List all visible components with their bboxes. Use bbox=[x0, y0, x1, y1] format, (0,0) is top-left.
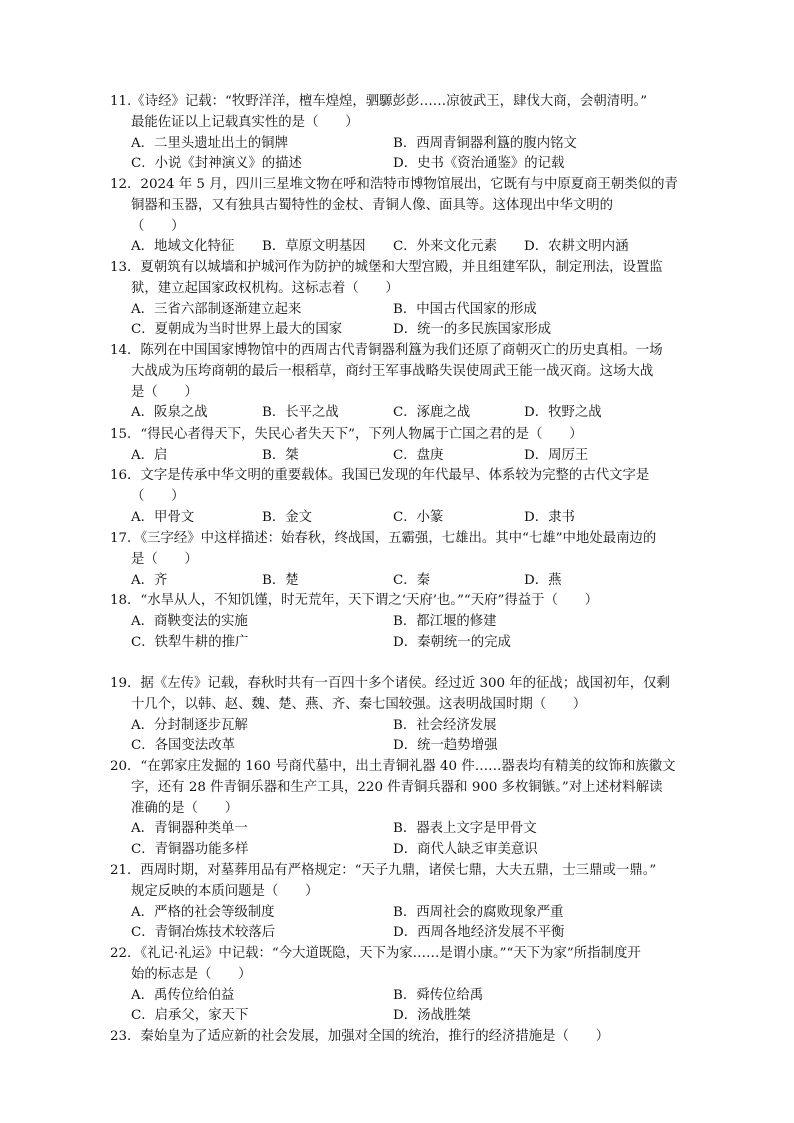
option-b: B．西周社会的腐败现象严重 bbox=[393, 904, 564, 920]
option-d: D．统一趋势增强 bbox=[393, 738, 498, 754]
option-d: D．秦朝统一的完成 bbox=[393, 634, 511, 650]
options-row bbox=[110, 1006, 700, 1027]
question-text: 20．“在郭家庄发掘的 160 号商代墓中，出土青铜礼器 40 件……器表均有精美的纹饰和族徽文 bbox=[110, 759, 676, 774]
question-text: 12．2024 年 5 月，四川三星堆文物在呼和浩特市博物馆展出，它既有与中原夏商王朝类似的青 bbox=[110, 177, 678, 192]
question-15 bbox=[110, 425, 700, 467]
options-row bbox=[110, 446, 700, 467]
option-c: C．夏朝成为当时世界上最大的国家 bbox=[131, 322, 343, 338]
option-c: C．盘庚 bbox=[393, 447, 444, 463]
option-b: B．社会经济发展 bbox=[393, 717, 497, 733]
question-text: 十几个，以韩、赵、魏、楚、燕、齐、秦七国较强。这表明战国时期（ ） bbox=[131, 696, 587, 712]
option-a: A．启 bbox=[131, 447, 168, 463]
option-a: A．商鞅变法的实施 bbox=[131, 613, 248, 629]
question-text: 14．陈列在中国国家博物馆中的西周古代青铜器利簋为我们还原了商朝灭亡的历史真相。一场 bbox=[110, 343, 663, 358]
option-d: D．统一的多民族国家形成 bbox=[393, 322, 552, 338]
question-17 bbox=[110, 529, 700, 591]
question-23 bbox=[110, 1027, 700, 1048]
question-text: 是（ ） bbox=[131, 551, 198, 567]
option-a: A．二里头遗址出土的铜牌 bbox=[131, 135, 288, 151]
question-text: 15．“得民心者得天下，失民心者失天下”，下列人物属于亡国之君的是（ ） bbox=[110, 427, 583, 442]
option-c: C．小篆 bbox=[393, 509, 444, 525]
question-text: 19．据《左传》记载，春秋时共有一百四十多个诸侯。经过近 300 年的征战；战国初年，仅剩 bbox=[110, 676, 670, 691]
option-a: A．严格的社会等级制度 bbox=[131, 904, 275, 920]
option-a: A．青铜器种类单一 bbox=[131, 821, 248, 837]
question-21 bbox=[110, 861, 700, 944]
options-row bbox=[110, 571, 700, 592]
question-text: 17．《三字经》中这样描述：始春秋，终战国，五霸强，七雄出。其中“七雄”中地处最南边的 bbox=[110, 531, 657, 546]
option-d: D．农耕文明内涵 bbox=[524, 239, 629, 255]
option-a: A．阪泉之战 bbox=[131, 405, 208, 421]
options-row bbox=[110, 154, 700, 175]
option-c: C．铁犁牛耕的推广 bbox=[131, 634, 249, 650]
question-text: （ ） bbox=[131, 218, 185, 234]
question-text: 22．《礼记·礼运》中记载：“今大道既隐，天下为家……是谓小康。”“天下为家”所指制度开 bbox=[110, 946, 641, 961]
option-b: B．舜传位给禹 bbox=[393, 987, 484, 1003]
option-b: B．中国古代国家的形成 bbox=[393, 301, 537, 317]
option-d: D．隶书 bbox=[524, 509, 575, 525]
options-row bbox=[110, 819, 700, 840]
options-row bbox=[110, 237, 700, 258]
question-22 bbox=[110, 944, 700, 1027]
option-c: C．各国变法改革 bbox=[131, 738, 235, 754]
question-text: 最能佐证以上记载真实性的是（ ） bbox=[131, 114, 359, 130]
option-d: D．周厉王 bbox=[524, 447, 589, 463]
question-text: 23．秦始皇为了适应新的社会发展，加强对全国的统治，推行的经济措施是（ ） bbox=[110, 1029, 610, 1044]
question-text: （ ） bbox=[131, 488, 185, 504]
question-14 bbox=[110, 341, 700, 424]
option-d: D．燕 bbox=[524, 572, 562, 588]
option-c: C．外来文化元素 bbox=[393, 239, 497, 255]
option-c: C．青铜器功能多样 bbox=[131, 842, 249, 858]
options-row bbox=[110, 736, 700, 757]
question-text: 始的标志是（ ） bbox=[131, 966, 252, 982]
question-text: 11.《诗经》记载：“牧野洋洋，檀车煌煌，驷騵彭彭……凉彼武王，肆伐大商，会朝清明。” bbox=[110, 94, 648, 109]
option-b: B．草原文明基因 bbox=[262, 239, 366, 255]
options-row bbox=[110, 403, 700, 424]
option-d: D．史书《资治通鉴》的记载 bbox=[393, 156, 565, 172]
question-text: 准确的是（ ） bbox=[131, 800, 239, 816]
options-row bbox=[110, 716, 700, 737]
question-text: 21．西周时期，对墓葬用品有严格规定：“天子九鼎，诸侯七鼎，大夫五鼎，士三鼎或一鼎。” bbox=[110, 863, 657, 878]
option-b: B．都江堰的修建 bbox=[393, 613, 497, 629]
option-b: B．长平之战 bbox=[262, 405, 339, 421]
question-19 bbox=[110, 674, 700, 757]
question-text: 规定反映的本质问题是（ ） bbox=[131, 883, 319, 899]
option-c: C．小说《封神演义》的描述 bbox=[131, 156, 302, 172]
question-12 bbox=[110, 175, 700, 258]
question-text: 狱，建立起国家政权机构。这标志着（ ） bbox=[131, 280, 399, 296]
question-text: 18．“水旱从人，不知饥馑，时无荒年，天下谓之‘天府’也。”“天府”得益于（ ） bbox=[110, 593, 599, 608]
option-d: D．牧野之战 bbox=[524, 405, 602, 421]
options-row bbox=[110, 612, 700, 633]
question-text: 是（ ） bbox=[131, 384, 198, 400]
question-text: 13．夏朝筑有以城墙和护城河作为防护的城堡和大型宫殿，并且组建军队，制定刑法，设置监 bbox=[110, 260, 663, 275]
option-d: D．商代人缺乏审美意识 bbox=[393, 842, 538, 858]
option-a: A．齐 bbox=[131, 572, 168, 588]
options-row bbox=[110, 508, 700, 529]
option-b: B．楚 bbox=[262, 572, 299, 588]
option-c: C．青铜冶炼技术较落后 bbox=[131, 925, 276, 941]
option-c: C．启承父，家天下 bbox=[131, 1008, 249, 1024]
options-row bbox=[110, 840, 700, 861]
option-a: A．地域文化特征 bbox=[131, 239, 235, 255]
options-row bbox=[110, 320, 700, 341]
question-text: 大战成为压垮商朝的最后一根稻草，商纣王军事战略失误使周武王能一战灭商。这场大战 bbox=[131, 363, 654, 379]
option-b: B．器表上文字是甲骨文 bbox=[393, 821, 537, 837]
options-row bbox=[110, 300, 700, 321]
option-d: D．汤战胜桀 bbox=[393, 1008, 471, 1024]
question-text: 16．文字是传承中华文明的重要载体。我国已发现的年代最早、体系较为完整的古代文字是 bbox=[110, 468, 650, 483]
question-13 bbox=[110, 258, 700, 341]
option-b: B．西周青铜器利簋的腹内铭文 bbox=[393, 135, 577, 151]
options-row bbox=[110, 903, 700, 924]
option-a: A．分封制逐步瓦解 bbox=[131, 717, 248, 733]
options-row bbox=[110, 633, 700, 654]
question-11 bbox=[110, 92, 700, 175]
option-d: D．西周各地经济发展不平衡 bbox=[393, 925, 565, 941]
options-row bbox=[110, 923, 700, 944]
question-text: 字，还有 28 件青铜乐器和生产工具，220 件青铜兵器和 900 多枚铜镞。”对上述材料解读 bbox=[131, 779, 663, 795]
question-16 bbox=[110, 466, 700, 528]
option-b: B．金文 bbox=[262, 509, 313, 525]
option-b: B．桀 bbox=[262, 447, 299, 463]
options-row bbox=[110, 134, 700, 155]
option-c: C．涿鹿之战 bbox=[393, 405, 471, 421]
question-18 bbox=[110, 591, 700, 653]
question-20 bbox=[110, 757, 700, 861]
question-text: 铜器和玉器，又有独具古蜀特性的金杖、青铜人像、面具等。这体现出中华文明的 bbox=[131, 197, 614, 213]
option-a: A．三省六部制逐渐建立起来 bbox=[131, 301, 302, 317]
option-c: C．秦 bbox=[393, 572, 431, 588]
option-a: A．甲骨文 bbox=[131, 509, 195, 525]
option-a: A．禹传位给伯益 bbox=[131, 987, 235, 1003]
options-row bbox=[110, 986, 700, 1007]
